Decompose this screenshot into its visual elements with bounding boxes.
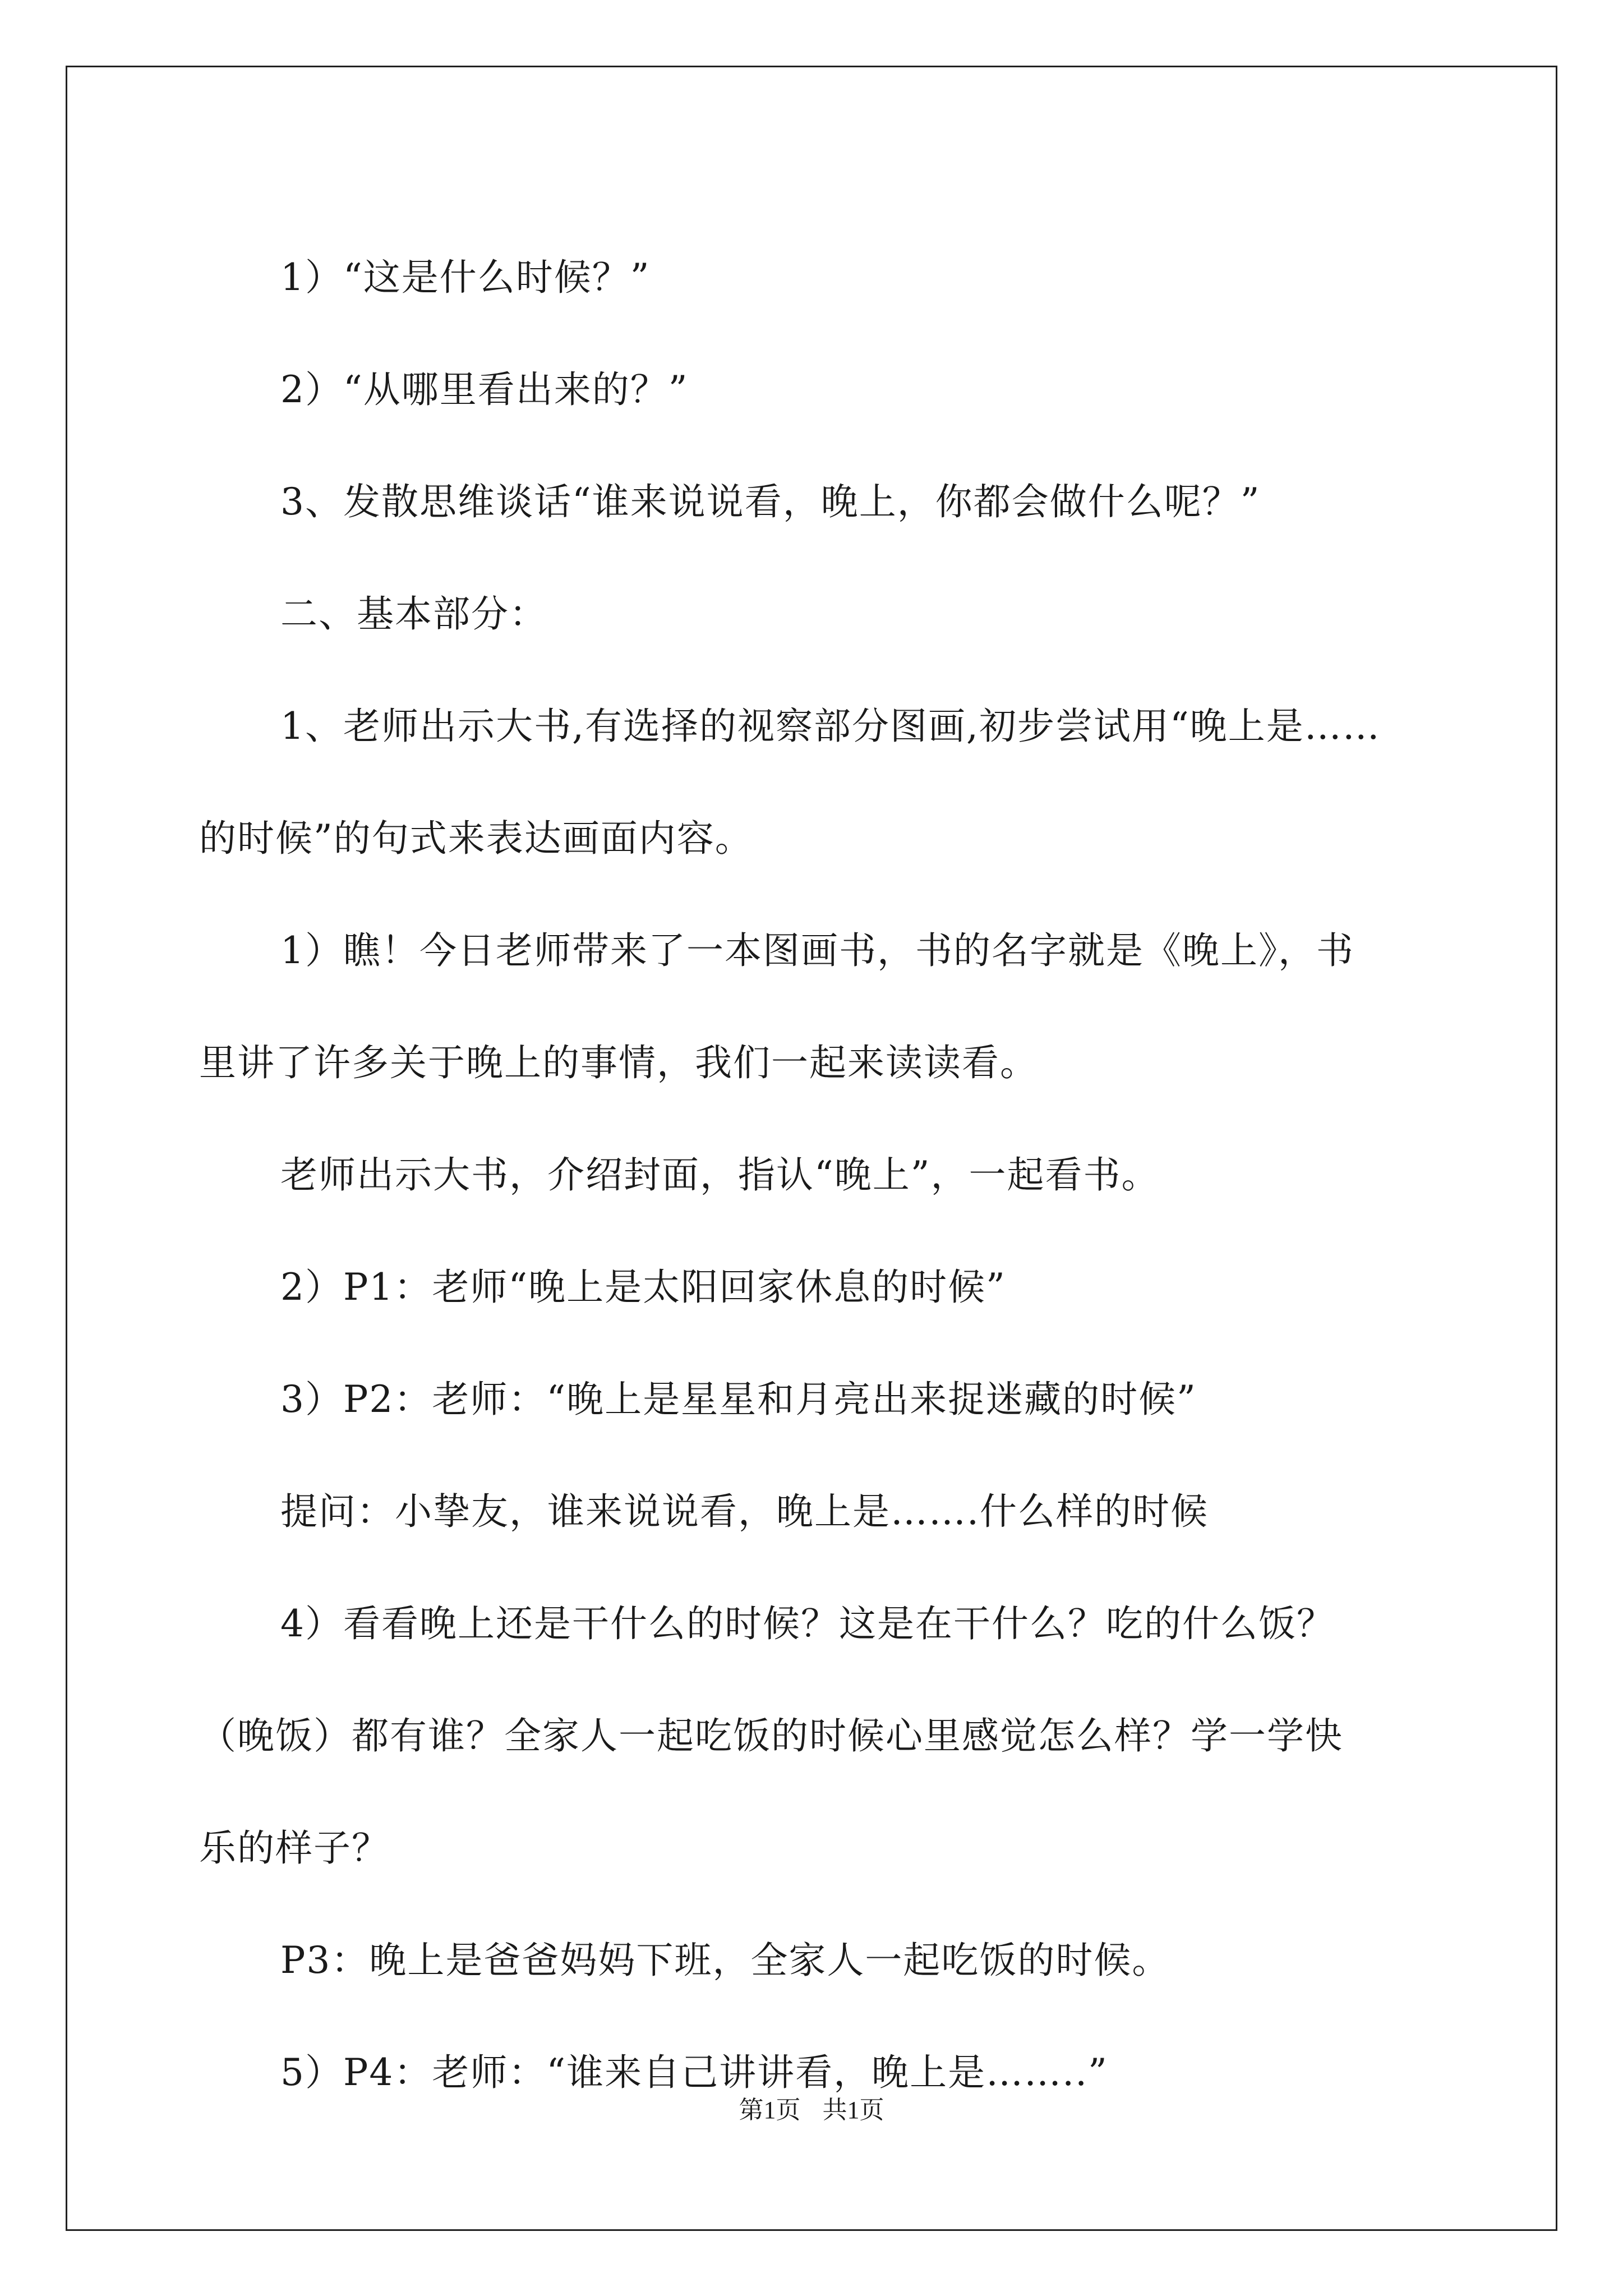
paragraph: 里讲了许多关于晚上的事情，我们一起来读读看。 bbox=[199, 1041, 1038, 1084]
paragraph: 老师出示大书，介绍封面，指认“晚上”，一起看书。 bbox=[280, 1153, 1160, 1197]
page-number: 第1页 bbox=[739, 2096, 801, 2124]
document-body bbox=[199, 222, 1433, 2129]
paragraph: （晚饭）都有谁？全家人一起吃饭的时候心里感觉怎么样？学一学快 bbox=[199, 1714, 1343, 1757]
section-heading: 二、基本部分： bbox=[280, 592, 547, 636]
paragraph: 1）“这是什么时候？” bbox=[280, 256, 651, 299]
paragraph: 3）P2：老师：“晚上是星星和月亮出来捉迷藏的时候” bbox=[280, 1378, 1197, 1421]
page-footer bbox=[0, 2090, 1623, 2125]
paragraph: 提问：小挚友，谁来说说看，晚上是…….什么样的时候 bbox=[280, 1490, 1209, 1533]
paragraph: 的时候”的句式来表达画面内容。 bbox=[199, 817, 753, 860]
paragraph: 5）P4：老师：“谁来自己讲讲看，晚上是……..” bbox=[280, 2051, 1108, 2094]
paragraph: 2）“从哪里看出来的？” bbox=[280, 368, 689, 411]
paragraph: 4）看看晚上还是干什么的时候？这是在干什么？吃的什么饭？ bbox=[280, 1602, 1335, 1645]
paragraph: 2）P1：老师“晚上是太阳回家休息的时候” bbox=[280, 1266, 1006, 1309]
paragraph: 1、老师出示大书,有选择的视察部分图画,初步尝试用“晚上是…… bbox=[280, 705, 1381, 748]
paragraph: 3、发散思维谈话“谁来说说看，晚上，你都会做什么呢？” bbox=[280, 480, 1261, 523]
paragraph: 1）瞧！今日老师带来了一本图画书，书的名字就是《晚上》，书 bbox=[280, 929, 1354, 972]
paragraph: 乐的样子？ bbox=[199, 1826, 390, 1870]
paragraph: P3：晚上是爸爸妈妈下班，全家人一起吃饭的时候。 bbox=[280, 1939, 1170, 1982]
page-total: 共1页 bbox=[822, 2096, 884, 2124]
